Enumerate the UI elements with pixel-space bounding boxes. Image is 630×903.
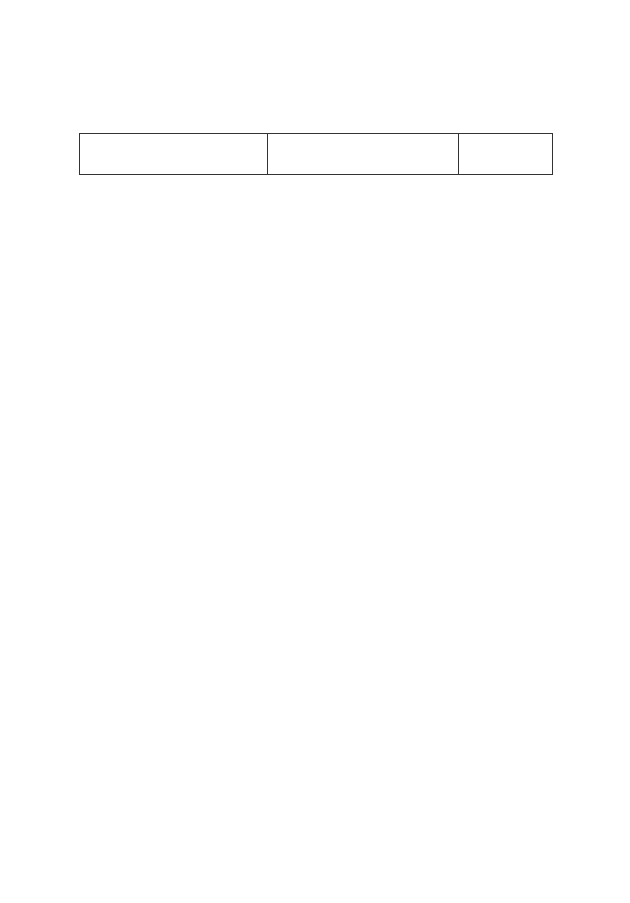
plan-number-header — [459, 134, 553, 175]
building-owner-header — [268, 134, 459, 175]
footnote — [79, 652, 89, 666]
applicant-header — [80, 134, 268, 175]
roster-table-top — [79, 133, 553, 175]
page-break-wave-top — [79, 405, 552, 415]
page-break-wave-bottom — [79, 441, 552, 451]
table-header-row — [80, 134, 553, 175]
